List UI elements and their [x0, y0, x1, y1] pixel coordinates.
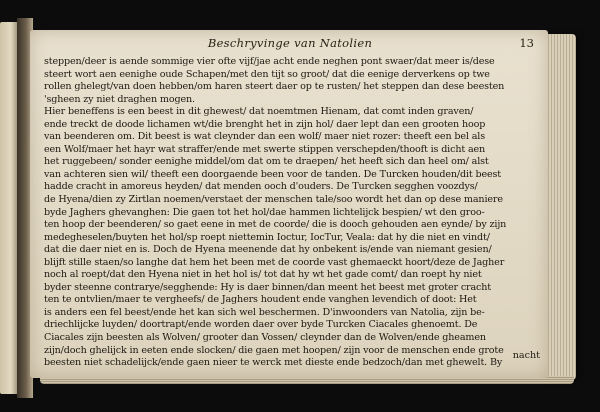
text-line: de Hyena/dien zy Zirtlan noemen/verstaet der menschen tale/soo wordt het dan op dese maniere — [44, 194, 503, 206]
catchword: nacht — [512, 350, 540, 361]
text-line: noch al roept/dat den Hyena niet in het hol is/ tot dat hy wt het gade comt/ dan roept hy niet — [44, 269, 482, 281]
text-line: byde Jaghers ghevanghen: Die gaen tot het hol/dae hammen lichtelijck bespien/ wt den groo- — [44, 206, 485, 218]
text-line: ende treckt de doode lichamen wt/die brenght het in zijn hol/ daer lept dan een grooten hoop — [44, 118, 486, 130]
page-body-text — [44, 56, 540, 370]
text-line: hadde cracht in amoreus heyden/ dat menden ooch d'ouders. De Turcken segghen voozdys/ — [44, 181, 478, 193]
text-line: dat die daer niet en is. Doch de Hyena meenende dat hy onbekent is/ende van niemant gesien/ — [44, 244, 492, 256]
text-line: ten hoop der beenderen/ so gaet eene in met de coorde/ die is dooch gehouden aen eynde/ by zijn — [44, 219, 507, 231]
text-line: byder steenne contrarye/segghende: Hy is daer binnen/dan meent het beest met groter cracht — [44, 281, 492, 293]
text-line: ten te ontvlien/maer te vergheefs/ de Jaghers houdent ende vanghen levendich of doot: Het — [44, 294, 477, 306]
running-head: Beschryvinge van Natolien — [207, 36, 373, 50]
text-line: beesten niet schadelijck/ende gaen nieer te werck met dieste ende bedzoch/dan met ghewelt. By — [44, 357, 503, 369]
text-line: Hier beneffens is een beest in dit ghewest/ dat noemtmen Hienam, dat comt inden graven/ — [44, 106, 474, 118]
text-line: een Wolf/maer het hayr wat straffer/ende met swerte stippen verschepden/thooft is dicht aen — [44, 143, 486, 155]
text-line: Ciacales zijn beesten als Wolven/ grooter dan Vossen/ cleynder dan de Wolven/ende gheamen — [44, 332, 486, 344]
text-line: is anders een fel beest/ende het kan sich wel beschermen. D'inwoonders van Natolia, zijn be- — [44, 306, 485, 318]
text-line: driechlijcke luyden/ doortrapt/ende worden daer over byde Turcken Ciacales ghenoemt. De — [44, 319, 478, 331]
page-header — [40, 36, 540, 54]
previous-page-edge — [0, 22, 18, 394]
text-line: 'sgheen zy niet draghen mogen. — [44, 93, 195, 105]
text-line: het ruggebeen/ sonder eenighe middel/om dat om te draepen/ het heeft sich dan heel om/ alst — [44, 156, 489, 168]
text-line: van achteren sien wil/ theeft een doorgaende been voor de tanden. De Turcken houden/dit beest — [44, 168, 502, 180]
text-line: van beenderen om. Dit beest is wat cleynder dan een wolf/ maer niet rozer: theeft een bel als — [44, 131, 485, 143]
page-stack-edge — [546, 34, 576, 380]
text-line: rollen ghelegt/van doen hebben/om haren steert daer op te rusten/ het steppen dan dese beesten — [44, 81, 505, 93]
text-line: medegheselen/buyten het hol/sp roept niettemin Ioctur, IocTur, Veala: dat hy die niet en vindt/ — [44, 231, 490, 243]
page-number: 13 — [519, 36, 534, 50]
text-line: zijn/doch ghelijck in eeten ende slocken/ die gaen met hoopen/ zijn voor de menschen ende grote — [44, 344, 504, 356]
text-line: blijft stille staen/so langhe dat hem het been met de coorde vast ghemaeckt hoort/deze de Jagher — [44, 256, 505, 268]
text-line: steppen/deer is aende sommige vier ofte vijf/jae acht ende neghen pont swaer/dat meer is/dese — [44, 56, 495, 67]
text-line: steert wort aen eenighe oude Schapen/met den tijt so groot/ dat die eenige derverkens op twe — [44, 68, 490, 80]
